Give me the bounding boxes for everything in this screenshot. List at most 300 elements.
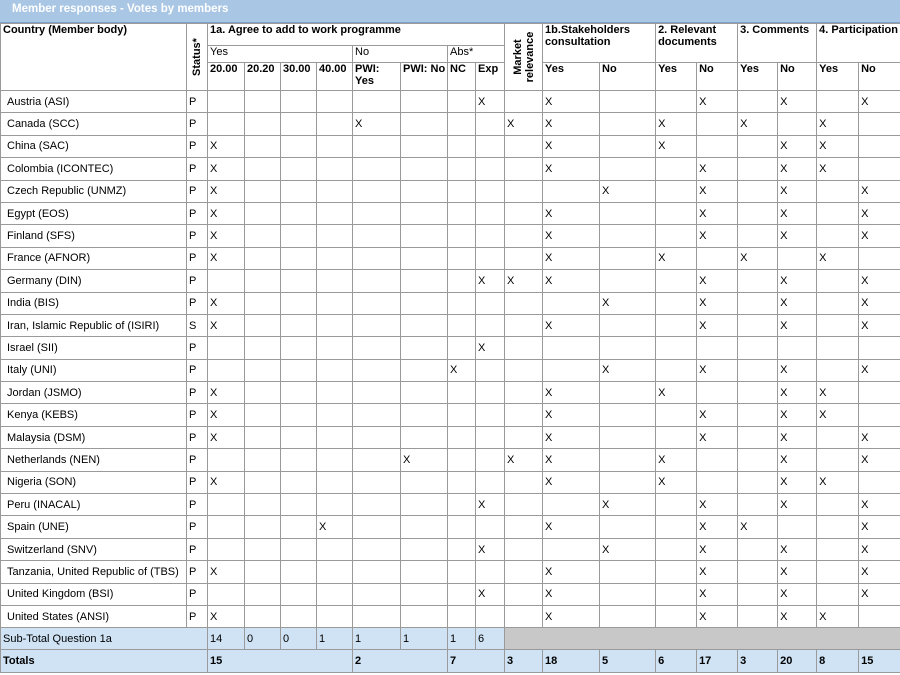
- vote-cell: [505, 561, 543, 583]
- totals-market: 3: [505, 650, 543, 673]
- vote-cell: [476, 202, 505, 224]
- vote-cell: [697, 382, 738, 404]
- status-cell: P: [187, 494, 208, 516]
- vote-cell: X: [208, 426, 245, 448]
- vote-cell: [245, 225, 281, 247]
- status-cell: P: [187, 538, 208, 560]
- vote-cell: [778, 113, 817, 135]
- vote-cell: [656, 605, 697, 627]
- vote-cell: [505, 225, 543, 247]
- vote-cell: [656, 180, 697, 202]
- vote-cell: [859, 135, 900, 157]
- vote-cell: [505, 471, 543, 493]
- vote-cell: [245, 270, 281, 292]
- vote-cell: [317, 158, 353, 180]
- vote-cell: [476, 561, 505, 583]
- header-sub-20-20: 20.20: [245, 63, 281, 91]
- vote-cell: [317, 180, 353, 202]
- vote-cell: [656, 158, 697, 180]
- vote-cell: X: [543, 583, 600, 605]
- vote-cell: X: [778, 449, 817, 471]
- vote-cell: [859, 247, 900, 269]
- vote-cell: [448, 583, 476, 605]
- vote-cell: X: [656, 382, 697, 404]
- vote-cell: [448, 113, 476, 135]
- vote-cell: [600, 202, 656, 224]
- vote-cell: [859, 113, 900, 135]
- vote-cell: X: [208, 561, 245, 583]
- country-cell: France (AFNOR): [1, 247, 187, 269]
- vote-cell: X: [476, 337, 505, 359]
- vote-cell: [401, 494, 448, 516]
- vote-cell: [208, 449, 245, 471]
- vote-cell: X: [208, 180, 245, 202]
- vote-cell: [448, 314, 476, 336]
- vote-cell: X: [543, 605, 600, 627]
- vote-cell: [281, 382, 317, 404]
- totals-row: [1, 650, 900, 673]
- country-cell: Canada (SCC): [1, 113, 187, 135]
- vote-cell: [817, 359, 859, 381]
- totals-abs: 7: [448, 650, 505, 673]
- vote-cell: [353, 158, 401, 180]
- status-cell: P: [187, 471, 208, 493]
- vote-cell: X: [600, 180, 656, 202]
- table-row: [1, 538, 900, 560]
- vote-cell: [245, 292, 281, 314]
- vote-cell: [817, 314, 859, 336]
- vote-cell: [505, 404, 543, 426]
- country-cell: United States (ANSI): [1, 605, 187, 627]
- status-cell: P: [187, 91, 208, 113]
- table-row: [1, 516, 900, 538]
- subtotal-value: 6: [476, 628, 505, 650]
- vote-cell: [817, 337, 859, 359]
- vote-cell: [401, 91, 448, 113]
- vote-cell: X: [208, 202, 245, 224]
- vote-cell: [448, 471, 476, 493]
- vote-cell: X: [543, 382, 600, 404]
- vote-cell: [448, 605, 476, 627]
- vote-cell: X: [697, 202, 738, 224]
- vote-cell: [401, 538, 448, 560]
- vote-cell: [738, 359, 778, 381]
- subtotal-value: 1: [353, 628, 401, 650]
- table-row: [1, 337, 900, 359]
- vote-cell: [401, 561, 448, 583]
- vote-cell: [281, 538, 317, 560]
- vote-cell: [476, 225, 505, 247]
- vote-cell: [738, 494, 778, 516]
- vote-cell: X: [697, 158, 738, 180]
- header-status: Status*: [187, 24, 208, 91]
- vote-cell: [817, 426, 859, 448]
- vote-cell: [281, 270, 317, 292]
- totals-q2-no: 17: [697, 650, 738, 673]
- status-cell: P: [187, 158, 208, 180]
- status-cell: P: [187, 561, 208, 583]
- table-row: [1, 314, 900, 336]
- vote-cell: [281, 314, 317, 336]
- vote-cell: [600, 113, 656, 135]
- vote-cell: [317, 337, 353, 359]
- vote-cell: X: [476, 494, 505, 516]
- vote-cell: [448, 225, 476, 247]
- vote-cell: [245, 494, 281, 516]
- vote-cell: X: [317, 516, 353, 538]
- vote-cell: X: [778, 404, 817, 426]
- vote-cell: [401, 605, 448, 627]
- vote-cell: [448, 449, 476, 471]
- vote-cell: [738, 337, 778, 359]
- vote-cell: [738, 180, 778, 202]
- vote-cell: X: [778, 561, 817, 583]
- header-q1a: 1a. Agree to add to work programme: [208, 24, 505, 46]
- vote-cell: [600, 561, 656, 583]
- table-row: [1, 202, 900, 224]
- vote-cell: [476, 449, 505, 471]
- country-cell: Kenya (KEBS): [1, 404, 187, 426]
- vote-cell: X: [353, 113, 401, 135]
- vote-cell: [600, 225, 656, 247]
- vote-cell: [208, 337, 245, 359]
- vote-cell: X: [778, 292, 817, 314]
- vote-cell: [245, 426, 281, 448]
- totals-q3-no: 20: [778, 650, 817, 673]
- header-q1b-no: No: [600, 63, 656, 91]
- vote-cell: [401, 247, 448, 269]
- table-row: [1, 583, 900, 605]
- vote-cell: [543, 292, 600, 314]
- vote-cell: [505, 158, 543, 180]
- vote-cell: [353, 337, 401, 359]
- vote-cell: [505, 426, 543, 448]
- vote-cell: [738, 605, 778, 627]
- vote-cell: [697, 113, 738, 135]
- vote-cell: [401, 337, 448, 359]
- totals-yes: 15: [208, 650, 353, 673]
- vote-cell: [353, 270, 401, 292]
- vote-cell: X: [778, 359, 817, 381]
- vote-cell: [281, 91, 317, 113]
- subtotal-label: Sub-Total Question 1a: [1, 628, 208, 650]
- vote-cell: [353, 359, 401, 381]
- vote-cell: [656, 314, 697, 336]
- header-no: No: [353, 46, 448, 63]
- vote-cell: [738, 583, 778, 605]
- vote-cell: [505, 583, 543, 605]
- vote-cell: [448, 494, 476, 516]
- vote-cell: [543, 359, 600, 381]
- header-market-relevance: Market relevance: [505, 24, 543, 91]
- totals-q3-yes: 3: [738, 650, 778, 673]
- country-cell: Spain (UNE): [1, 516, 187, 538]
- table-title: Member responses - Votes by members: [12, 3, 229, 15]
- vote-cell: [317, 404, 353, 426]
- table-row: [1, 471, 900, 493]
- vote-cell: [505, 359, 543, 381]
- table-row: [1, 158, 900, 180]
- vote-cell: [859, 605, 900, 627]
- vote-cell: [738, 382, 778, 404]
- subtotal-row: [1, 628, 900, 650]
- vote-cell: [317, 494, 353, 516]
- vote-cell: [656, 538, 697, 560]
- vote-cell: [401, 180, 448, 202]
- vote-cell: X: [697, 270, 738, 292]
- vote-cell: [245, 516, 281, 538]
- vote-cell: X: [697, 404, 738, 426]
- vote-cell: [656, 359, 697, 381]
- vote-cell: X: [778, 382, 817, 404]
- vote-cell: [738, 538, 778, 560]
- vote-cell: [317, 561, 353, 583]
- vote-cell: [656, 292, 697, 314]
- vote-cell: [505, 247, 543, 269]
- vote-cell: [600, 247, 656, 269]
- vote-cell: [245, 91, 281, 113]
- vote-cell: X: [817, 158, 859, 180]
- vote-cell: X: [859, 202, 900, 224]
- vote-cell: [778, 337, 817, 359]
- vote-cell: X: [738, 113, 778, 135]
- vote-cell: [401, 225, 448, 247]
- vote-cell: [281, 180, 317, 202]
- subtotal-filler: [505, 628, 900, 650]
- vote-cell: [401, 135, 448, 157]
- vote-cell: [476, 382, 505, 404]
- vote-cell: X: [543, 314, 600, 336]
- vote-cell: X: [476, 538, 505, 560]
- header-sub-nc: NC: [448, 63, 476, 91]
- vote-cell: [353, 247, 401, 269]
- header-abs: Abs*: [448, 46, 505, 63]
- status-cell: P: [187, 135, 208, 157]
- vote-cell: [281, 292, 317, 314]
- vote-cell: [859, 337, 900, 359]
- vote-cell: [656, 202, 697, 224]
- vote-cell: X: [859, 270, 900, 292]
- vote-cell: [353, 292, 401, 314]
- vote-cell: [600, 471, 656, 493]
- vote-cell: [817, 292, 859, 314]
- vote-cell: [600, 583, 656, 605]
- vote-cell: [401, 113, 448, 135]
- vote-cell: [778, 247, 817, 269]
- subtotal-value: 14: [208, 628, 245, 650]
- vote-cell: X: [697, 359, 738, 381]
- header-q2-yes: Yes: [656, 63, 697, 91]
- vote-cell: X: [817, 382, 859, 404]
- vote-cell: X: [697, 516, 738, 538]
- vote-cell: X: [697, 225, 738, 247]
- vote-cell: [245, 135, 281, 157]
- vote-cell: [600, 382, 656, 404]
- vote-cell: [656, 337, 697, 359]
- vote-cell: X: [208, 404, 245, 426]
- vote-cell: X: [697, 180, 738, 202]
- vote-cell: X: [697, 538, 738, 560]
- vote-cell: X: [859, 583, 900, 605]
- vote-cell: [476, 180, 505, 202]
- vote-cell: [353, 426, 401, 448]
- table-row: [1, 561, 900, 583]
- table-row: [1, 270, 900, 292]
- vote-cell: [281, 404, 317, 426]
- vote-cell: [817, 516, 859, 538]
- status-cell: P: [187, 270, 208, 292]
- vote-cell: [738, 561, 778, 583]
- vote-cell: [245, 180, 281, 202]
- vote-cell: [738, 270, 778, 292]
- vote-cell: X: [778, 158, 817, 180]
- vote-cell: [738, 158, 778, 180]
- vote-cell: [817, 225, 859, 247]
- vote-cell: X: [697, 426, 738, 448]
- vote-cell: X: [600, 538, 656, 560]
- vote-cell: [317, 135, 353, 157]
- vote-cell: [353, 561, 401, 583]
- vote-cell: [505, 382, 543, 404]
- vote-cell: [600, 516, 656, 538]
- vote-cell: [401, 270, 448, 292]
- status-cell: P: [187, 404, 208, 426]
- vote-cell: [448, 404, 476, 426]
- vote-cell: X: [505, 113, 543, 135]
- status-cell: P: [187, 426, 208, 448]
- vote-cell: X: [600, 359, 656, 381]
- vote-cell: [317, 359, 353, 381]
- status-cell: P: [187, 449, 208, 471]
- vote-cell: [208, 494, 245, 516]
- vote-cell: [401, 404, 448, 426]
- vote-cell: [505, 538, 543, 560]
- vote-cell: [476, 113, 505, 135]
- vote-cell: [600, 91, 656, 113]
- vote-cell: [245, 158, 281, 180]
- header-q2-no: No: [697, 63, 738, 91]
- vote-cell: X: [778, 605, 817, 627]
- header-q3: 3. Comments: [738, 24, 817, 63]
- table-row: [1, 91, 900, 113]
- vote-cell: [600, 158, 656, 180]
- country-cell: India (BIS): [1, 292, 187, 314]
- country-cell: Austria (ASI): [1, 91, 187, 113]
- vote-cell: [353, 538, 401, 560]
- vote-cell: [281, 449, 317, 471]
- vote-cell: [353, 449, 401, 471]
- vote-cell: [656, 561, 697, 583]
- vote-cell: [353, 180, 401, 202]
- vote-cell: [245, 359, 281, 381]
- vote-cell: [448, 202, 476, 224]
- country-cell: China (SAC): [1, 135, 187, 157]
- vote-cell: X: [543, 113, 600, 135]
- vote-cell: [281, 135, 317, 157]
- vote-cell: [817, 180, 859, 202]
- vote-cell: [817, 561, 859, 583]
- vote-cell: [401, 382, 448, 404]
- vote-cell: [476, 605, 505, 627]
- vote-cell: X: [778, 538, 817, 560]
- vote-cell: [543, 337, 600, 359]
- vote-cell: [281, 158, 317, 180]
- vote-cell: [448, 382, 476, 404]
- vote-cell: [656, 270, 697, 292]
- vote-cell: X: [543, 270, 600, 292]
- header-q4: 4. Participation: [817, 24, 900, 63]
- vote-cell: X: [543, 449, 600, 471]
- vote-cell: [859, 404, 900, 426]
- vote-cell: [656, 225, 697, 247]
- vote-cell: [505, 135, 543, 157]
- vote-cell: [778, 516, 817, 538]
- vote-cell: X: [859, 426, 900, 448]
- vote-cell: X: [778, 314, 817, 336]
- table-row: [1, 180, 900, 202]
- vote-cell: [208, 270, 245, 292]
- vote-cell: [245, 247, 281, 269]
- vote-cell: X: [476, 270, 505, 292]
- vote-cell: [281, 359, 317, 381]
- vote-cell: X: [476, 91, 505, 113]
- vote-cell: X: [817, 404, 859, 426]
- vote-cell: X: [543, 158, 600, 180]
- vote-cell: X: [859, 561, 900, 583]
- vote-cell: X: [778, 91, 817, 113]
- vote-cell: [245, 382, 281, 404]
- vote-cell: [281, 516, 317, 538]
- status-cell: P: [187, 180, 208, 202]
- table-row: [1, 359, 900, 381]
- vote-cell: [245, 404, 281, 426]
- vote-cell: X: [817, 113, 859, 135]
- vote-cell: X: [600, 494, 656, 516]
- vote-cell: X: [778, 225, 817, 247]
- vote-cell: X: [543, 135, 600, 157]
- vote-cell: [600, 404, 656, 426]
- vote-cell: [505, 337, 543, 359]
- vote-cell: [697, 449, 738, 471]
- table-row: [1, 225, 900, 247]
- vote-cell: X: [859, 292, 900, 314]
- vote-cell: [543, 180, 600, 202]
- vote-cell: X: [208, 158, 245, 180]
- vote-cell: [448, 292, 476, 314]
- vote-cell: [401, 359, 448, 381]
- subtotal-value: 1: [401, 628, 448, 650]
- vote-cell: [401, 426, 448, 448]
- vote-cell: [245, 471, 281, 493]
- vote-cell: [401, 158, 448, 180]
- vote-cell: [817, 449, 859, 471]
- vote-cell: [697, 135, 738, 157]
- vote-cell: X: [448, 359, 476, 381]
- vote-cell: X: [859, 91, 900, 113]
- vote-cell: [448, 538, 476, 560]
- vote-cell: [317, 91, 353, 113]
- vote-cell: X: [697, 561, 738, 583]
- vote-cell: [738, 426, 778, 448]
- vote-cell: [505, 516, 543, 538]
- status-cell: P: [187, 113, 208, 135]
- vote-cell: [353, 382, 401, 404]
- vote-cell: [476, 135, 505, 157]
- vote-cell: [505, 91, 543, 113]
- vote-cell: [245, 449, 281, 471]
- country-cell: Colombia (ICONTEC): [1, 158, 187, 180]
- vote-cell: [656, 426, 697, 448]
